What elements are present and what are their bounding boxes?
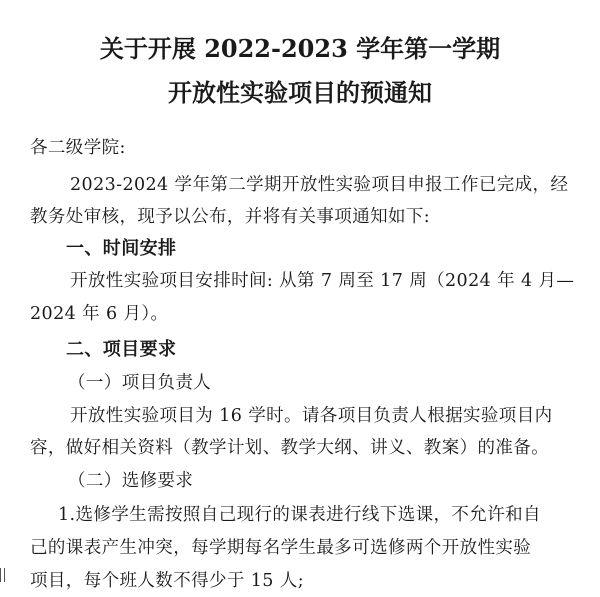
schedule-paragraph-line-2: 2024 年 6 月）。 <box>30 304 169 324</box>
elective-item-1-line-3: 项目，每个班人数不得少于 15 人; <box>30 571 304 591</box>
subsection-heading-elective: （二）选修要求 <box>68 471 194 491</box>
document-title-line-1: 关于开展 2022-2023 学年第一学期 <box>99 34 501 63</box>
document-title-line-2: 开放性实验项目的预通知 <box>168 78 432 107</box>
schedule-paragraph-line-1: 开放性实验项目安排时间: 从第 7 周至 17 周（2024 年 4 月— <box>70 271 575 291</box>
project-lead-paragraph-line-2: 容，做好相关资料（教学计划、教学大纲、讲义、教案）的准备。 <box>30 438 550 458</box>
section-heading-schedule: 一、时间安排 <box>66 238 177 259</box>
project-lead-paragraph-line-1: 开放性实验项目为 16 学时。请各项目负责人根据实验项目内 <box>70 406 553 426</box>
intro-paragraph-line-2: 教务处审核，现予以公布，并将有关事项通知如下: <box>30 207 431 227</box>
subsection-heading-project-lead: （一）项目负责人 <box>68 373 212 393</box>
elective-item-1-line-1: 1.选修学生需按照自己现行的课表进行线下选课，不允许和自 <box>58 505 541 525</box>
elective-item-1-line-2: 己的课表产生冲突，每学期每名学生最多可选修两个开放性实验 <box>30 538 532 558</box>
salutation: 各二级学院: <box>30 138 126 158</box>
page-edge-mark <box>0 568 5 582</box>
intro-paragraph-line-1: 2023-2024 学年第二学期开放性实验项目申报工作已完成，经 <box>70 175 569 195</box>
section-heading-requirements: 二、项目要求 <box>66 339 177 360</box>
